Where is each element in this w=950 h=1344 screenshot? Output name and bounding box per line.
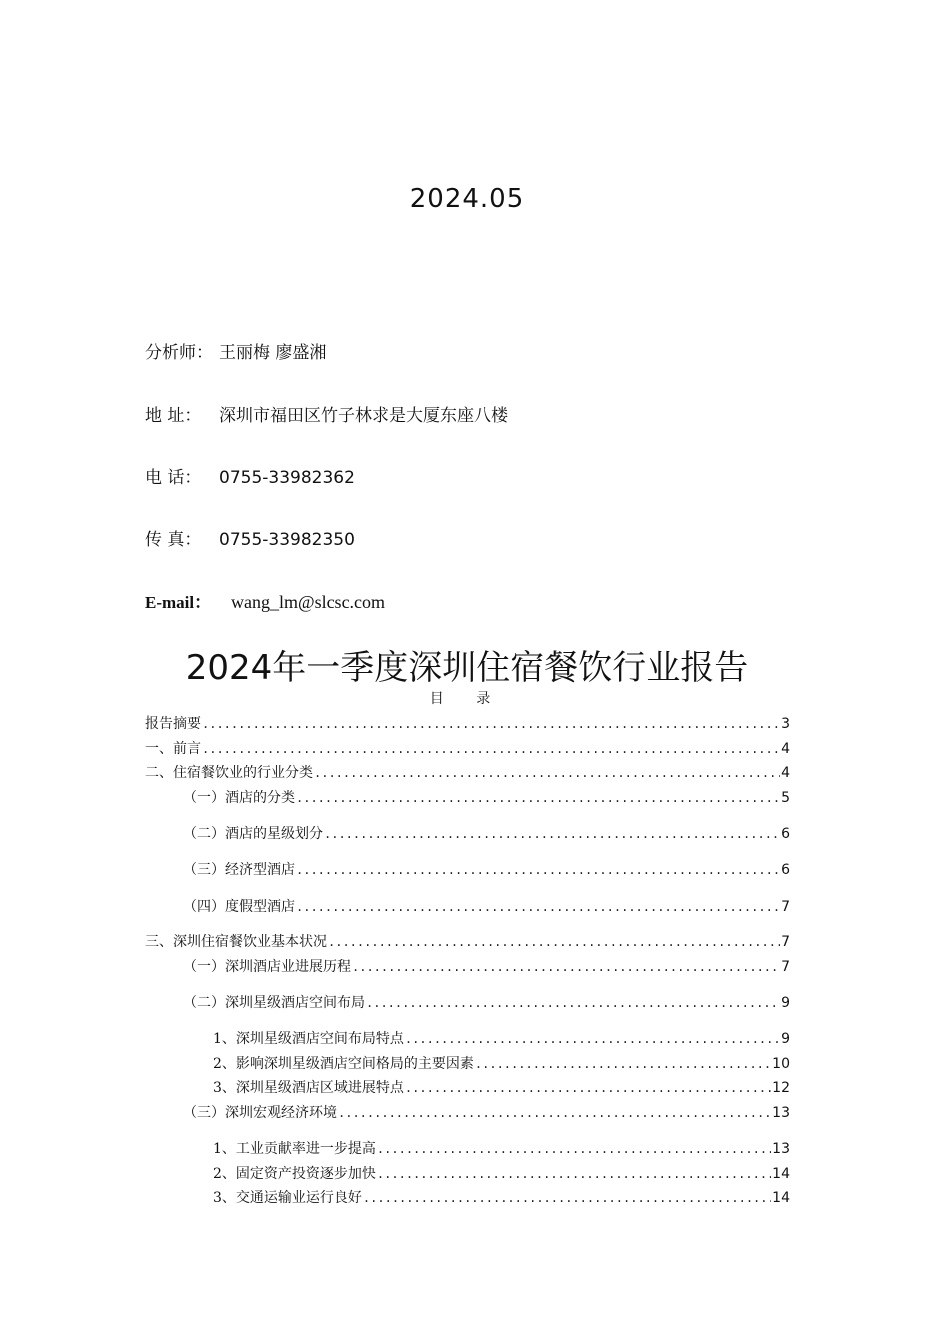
report-date: 2024.05	[409, 184, 525, 214]
toc-entry[interactable]	[213, 1029, 790, 1049]
toc-entry-title: （三）经济型酒店	[183, 862, 295, 878]
address-value: 深圳市福田区竹子林求是大厦东座八楼	[219, 406, 508, 426]
toc-leader-dots	[338, 1103, 771, 1123]
toc-leader-dots	[475, 1054, 771, 1074]
toc-entry-title: （一）酒店的分类	[183, 790, 295, 806]
email-value[interactable]: wang_lm@slcsc.com	[231, 592, 386, 612]
toc-entry[interactable]	[183, 957, 790, 977]
toc-leader-dots	[363, 1188, 771, 1208]
toc-entry-title: 2、固定资产投资逐步加快	[213, 1166, 376, 1182]
toc-entry-page: 13	[772, 1105, 790, 1121]
report-title: 2024年一季度深圳住宿餐饮行业报告	[185, 648, 749, 688]
toc-entry-page: 7	[781, 899, 790, 915]
toc-entry-title: 一、前言	[145, 741, 201, 757]
toc-entry-page: 10	[772, 1056, 790, 1072]
toc-entry[interactable]	[183, 993, 790, 1013]
toc-entry-page: 12	[772, 1080, 790, 1096]
toc-leader-dots	[314, 763, 780, 783]
toc-entry-title: 3、交通运输业运行良好	[213, 1190, 362, 1206]
toc-entry-title: 1、深圳星级酒店空间布局特点	[213, 1031, 404, 1047]
toc-entry[interactable]	[183, 788, 790, 808]
toc-entry-page: 9	[781, 995, 790, 1011]
toc-entry-page: 5	[781, 790, 790, 806]
toc-leader-dots	[202, 739, 780, 759]
address-row	[145, 401, 508, 426]
toc-entry-title: 3、深圳星级酒店区域进展特点	[213, 1080, 404, 1096]
email-row	[145, 588, 385, 613]
toc-entry[interactable]	[213, 1139, 790, 1159]
toc-entry-page: 6	[781, 862, 790, 878]
toc-leader-dots	[296, 860, 780, 880]
toc-entry[interactable]	[213, 1054, 790, 1074]
phone-value: 0755-33982362	[219, 468, 355, 488]
toc-entry-title: （二）深圳星级酒店空间布局	[183, 995, 365, 1011]
phone-row	[145, 463, 355, 488]
fax-label: 传 真：	[145, 530, 202, 550]
toc-entry-page: 14	[772, 1166, 790, 1182]
toc-leader-dots	[202, 714, 780, 734]
toc-leader-dots	[352, 957, 780, 977]
toc-entry-title: （二）酒店的星级划分	[183, 826, 323, 842]
fax-value: 0755-33982350	[219, 530, 355, 550]
toc-entry[interactable]	[183, 824, 790, 844]
toc-entry[interactable]	[213, 1164, 790, 1184]
email-label: E-mail：	[145, 593, 212, 612]
toc-entry-title: （一）深圳酒店业进展历程	[183, 959, 351, 975]
toc-entry-title: （三）深圳宏观经济环境	[183, 1105, 337, 1121]
toc-entry-page: 4	[781, 765, 790, 781]
toc-entry-page: 7	[781, 934, 790, 950]
toc-entry[interactable]	[145, 763, 790, 783]
toc-leader-dots	[296, 897, 780, 917]
toc-heading: 目 录	[429, 691, 505, 707]
toc-leader-dots	[405, 1029, 780, 1049]
toc-leader-dots	[405, 1078, 771, 1098]
toc-entry[interactable]	[183, 860, 790, 880]
toc-leader-dots	[377, 1139, 771, 1159]
toc-entry[interactable]	[145, 714, 790, 734]
toc-entry-title: 二、住宿餐饮业的行业分类	[145, 765, 313, 781]
toc-entry-title: 2、影响深圳星级酒店空间格局的主要因素	[213, 1056, 474, 1072]
toc-leader-dots	[296, 788, 780, 808]
toc-entry[interactable]	[183, 1103, 790, 1123]
analyst-value: 王丽梅 廖盛湘	[219, 343, 327, 363]
toc-entry-title: （四）度假型酒店	[183, 899, 295, 915]
toc-entry-page: 9	[781, 1031, 790, 1047]
toc-leader-dots	[324, 824, 780, 844]
toc-entry[interactable]	[183, 897, 790, 917]
toc-entry[interactable]	[213, 1188, 790, 1208]
toc-entry-page: 3	[781, 716, 790, 732]
toc-entry-title: 三、深圳住宿餐饮业基本状况	[145, 934, 327, 950]
toc-entry-title: 1、工业贡献率进一步提高	[213, 1141, 376, 1157]
toc-entry-page: 14	[772, 1190, 790, 1206]
toc-entry-page: 6	[781, 826, 790, 842]
phone-label: 电 话：	[145, 468, 202, 488]
toc-entry-page: 7	[781, 959, 790, 975]
analyst-row	[145, 338, 326, 363]
toc-entry-page: 13	[772, 1141, 790, 1157]
toc-entry[interactable]	[213, 1078, 790, 1098]
address-label: 地 址：	[145, 406, 202, 426]
toc-leader-dots	[328, 932, 780, 952]
fax-row	[145, 525, 355, 550]
toc-entry-page: 4	[781, 741, 790, 757]
analyst-label: 分析师：	[145, 343, 213, 363]
toc-leader-dots	[366, 993, 780, 1013]
toc-entry-title: 报告摘要	[145, 716, 201, 732]
toc-entry[interactable]	[145, 932, 790, 952]
toc-entry[interactable]	[145, 739, 790, 759]
toc-leader-dots	[377, 1164, 771, 1184]
